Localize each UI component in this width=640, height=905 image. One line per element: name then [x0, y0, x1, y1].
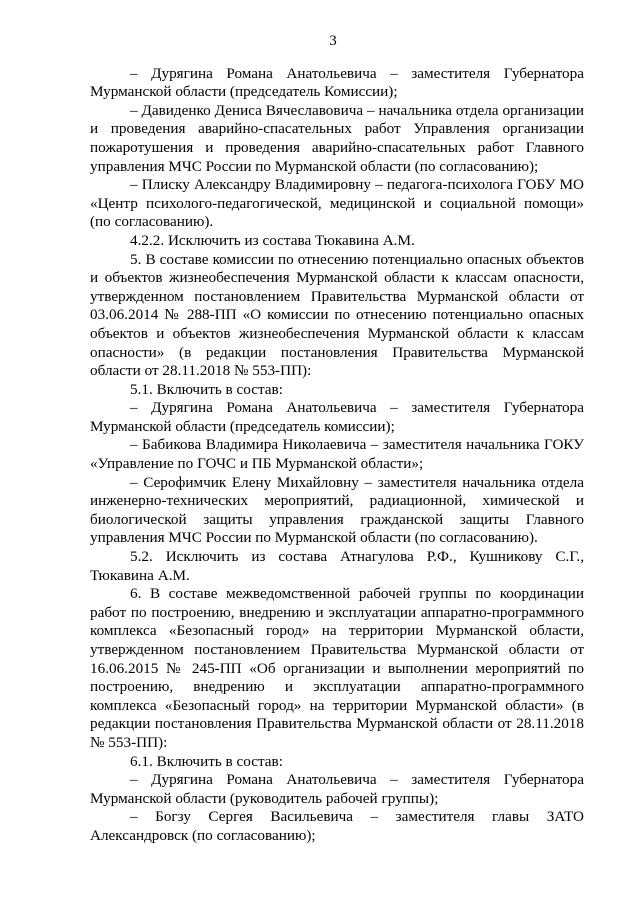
- paragraph-4-2-2: 4.2.2. Исключить из состава Тюкавина А.М.: [130, 231, 415, 249]
- page-number: 3: [329, 33, 337, 49]
- paragraph-davidenko: – Давиденко Дениса Вячеславовича – начальника отдела организации и проведения аварийно-спасательных работ Управления организации пожаротушения и проведения аварийно-спасательных работ Главного управления МЧС России по Мурманской области (по согласованию);: [90, 101, 584, 175]
- document-page: [90, 32, 584, 846]
- paragraph-pliska: – Плиску Александру Владимировну – педагога-психолога ГОБУ МО «Центр психолого-педагогической, медицинской и социальной помощи» (по согласованию).: [90, 176, 584, 231]
- paragraph-durygin-chair: – Дурягина Романа Анатольевича – заместителя Губернатора Мурманской области (председатель комиссии);: [90, 399, 584, 435]
- paragraph-durygin-head: – Дурягина Романа Анатольевича – заместителя Губернатора Мурманской области (руководитель рабочей группы);: [90, 771, 584, 807]
- paragraph-serofimchik: – Серофимчик Елену Михайловну – заместителя начальника отдела инженерно-технических мероприятий, радиационной, химической и биологической защиты управления гражданской защиты Главного управления МЧС России по Мурманской области (по согласованию).: [90, 473, 584, 547]
- paragraph-6-1: 6.1. Включить в состав:: [130, 752, 283, 770]
- paragraph-5-1: 5.1. Включить в состав:: [130, 380, 283, 398]
- paragraph-5-2: 5.2. Исключить из состава Атнагулова Р.Ф., Кушникову С.Г., Тюкавина А.М.: [90, 548, 584, 584]
- paragraph-6-working-group: 6. В составе межведомственной рабочей группы по координации работ по построению, внедрению и эксплуатации аппаратно-программного комплекса «Безопасный город» на территории Мурманской области, утвержденном постановлением Правительства Мурманской области от 16.06.2015 № 245-ПП «Об организации и выполнении мероприятий по построению, внедрению и эксплуатации аппаратно-программного комплекса «Безопасный город» на территории Мурманской области» (в редакции постановления Правительства Мурманской области от 28.11.2018 № 553-ПП):: [90, 585, 584, 751]
- paragraph-durygin-chair-commission: – Дурягина Романа Анатольевича – заместителя Губернатора Мурманской области (председатель Комиссии);: [90, 64, 584, 101]
- paragraph-5-commission-hazard-classes: 5. В составе комиссии по отнесению потенциально опасных объектов и объектов жизнеобеспечения Мурманской области к классам опасности, утвержденном постановлением Правительства Мурманской области от 03.06.2014 № 288-ПП «О комиссии по отнесению потенциально опасных объектов и объектов жизнеобеспечения Мурманской области к классам опасности» (в редакции постановления Правительства Мурманской области от 28.11.2018 № 553-ПП):: [90, 250, 584, 380]
- paragraph-bogza: – Богзу Сергея Васильевича – заместителя главы ЗАТО Александровск (по согласованию);: [90, 808, 584, 844]
- paragraph-babikov: – Бабикова Владимира Николаевича – заместителя начальника ГОКУ «Управление по ГОЧС и ПБ Мурманской области»;: [90, 436, 584, 473]
